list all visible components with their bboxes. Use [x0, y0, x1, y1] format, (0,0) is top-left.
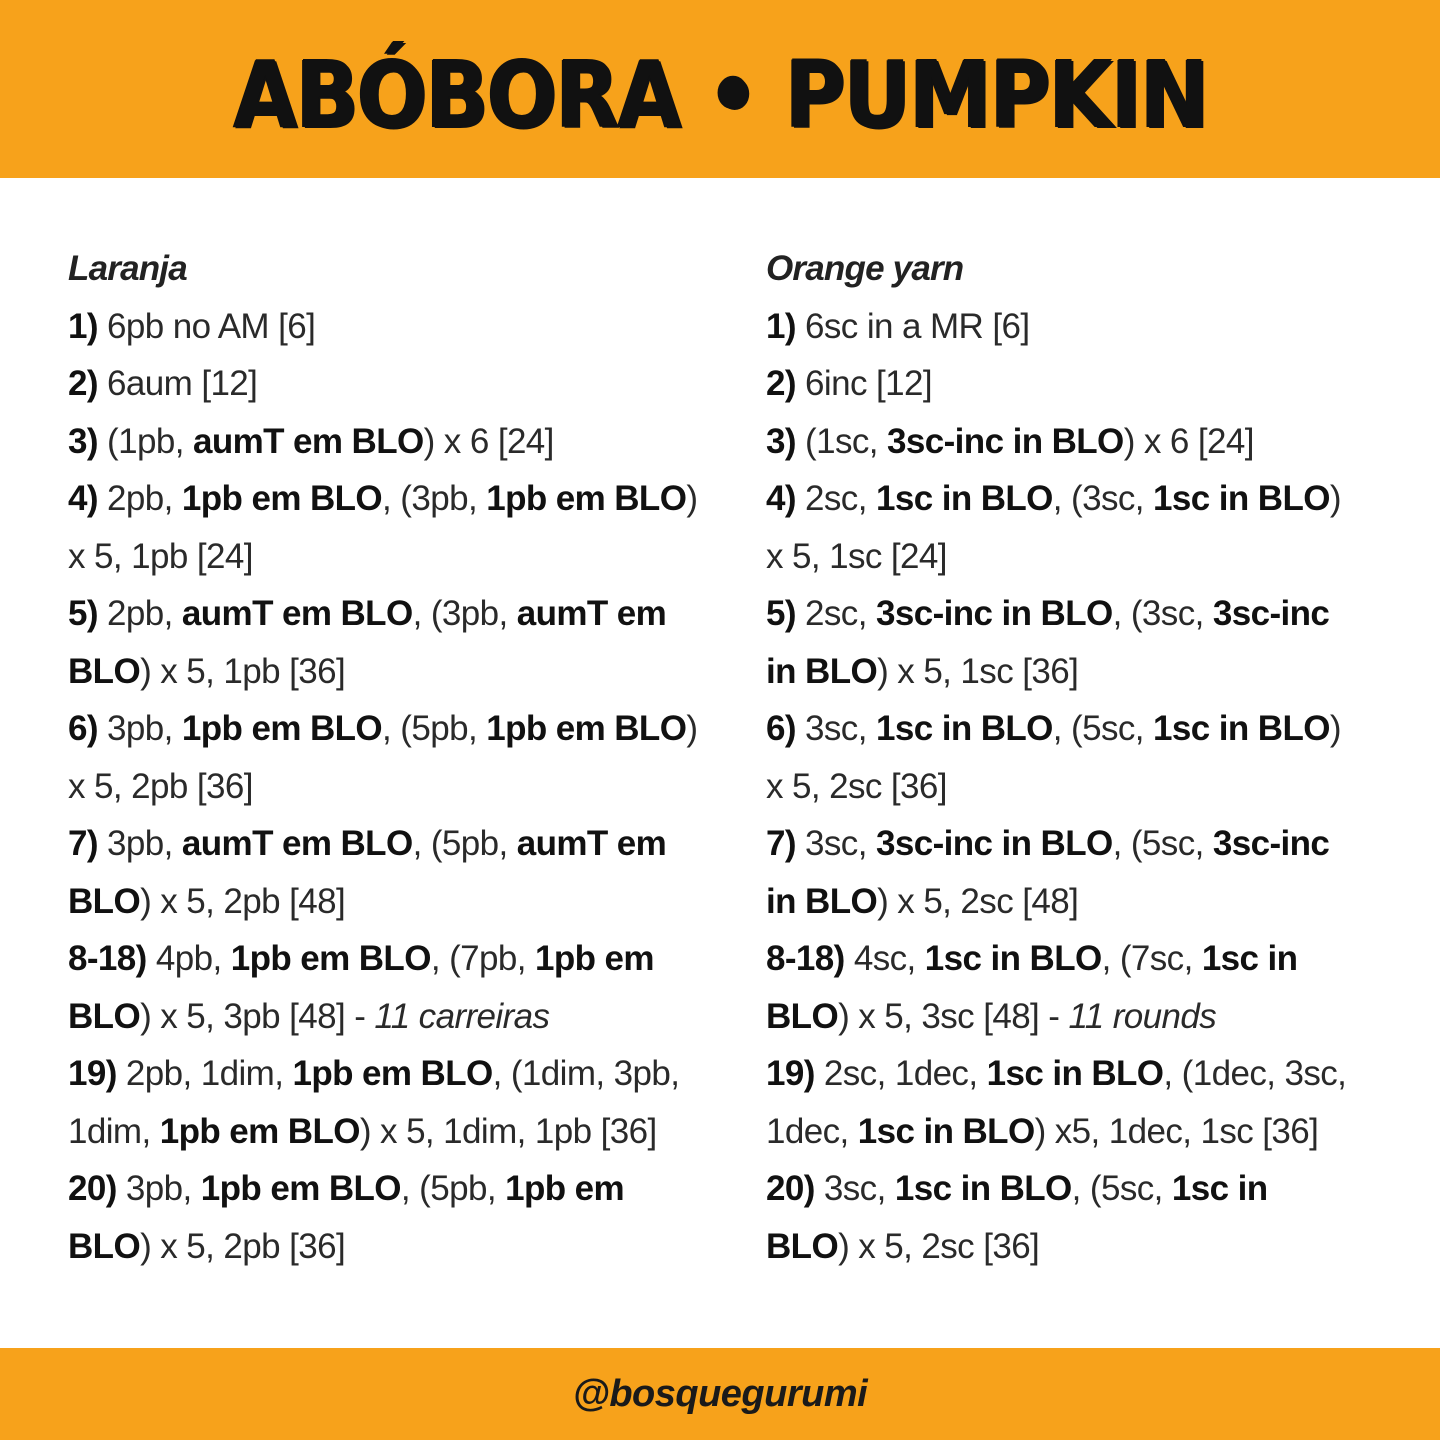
bold-segment: 1sc in BLO — [1153, 709, 1330, 748]
bold-segment: 1sc in — [1171, 1169, 1268, 1208]
text-segment: ) — [1329, 479, 1341, 518]
bold-segment: in BLO — [766, 651, 878, 691]
bold-segment: aumT em BLO — [192, 421, 424, 461]
text-segment: x 5, 2sc [36] — [766, 766, 947, 806]
bold-segment: 7) — [68, 824, 108, 863]
text-segment: , (1dim, 3pb, — [492, 1054, 680, 1093]
bold-segment: 1sc in BLO — [857, 1111, 1035, 1151]
pattern-line — [68, 1160, 748, 1218]
bold-segment: 1sc in BLO — [986, 1054, 1164, 1093]
bold-segment: 19) — [766, 1054, 824, 1093]
text-segment: 1dim, — [68, 1111, 160, 1151]
bold-segment: 1pb em BLO — [181, 709, 383, 748]
bold-segment: BLO — [68, 996, 141, 1036]
pattern-line — [68, 873, 748, 931]
text-segment: (1pb, — [107, 421, 193, 461]
column-heading: Laranja — [68, 249, 187, 288]
text-segment: ) x 5, 2sc [48] — [877, 881, 1079, 921]
pattern-line — [68, 298, 748, 356]
text-segment: x 5, 1pb [24] — [68, 536, 253, 576]
text-segment: , (3sc, — [1052, 479, 1154, 518]
text-segment: 6pb no AM [6] — [107, 306, 316, 346]
pattern-line — [766, 355, 1406, 413]
bold-segment: 20) — [766, 1169, 824, 1208]
pattern-lines — [766, 298, 1406, 1276]
bold-segment: 3sc-inc in BLO — [875, 824, 1113, 863]
text-segment: 4pb, — [155, 939, 231, 978]
pattern-line — [68, 700, 748, 758]
bold-segment: aumT em — [516, 824, 667, 863]
text-segment: 2sc, 1dec, — [823, 1054, 987, 1093]
pattern-line — [766, 988, 1406, 1046]
bold-segment: 3sc-inc — [1212, 824, 1330, 863]
text-segment: ) x 5, 3pb [48] - — [140, 996, 375, 1036]
header-band — [0, 0, 1440, 178]
bold-segment: 1sc in BLO — [875, 709, 1053, 748]
bold-segment: 2) — [766, 364, 806, 403]
bold-segment: 1pb em BLO — [230, 939, 431, 978]
text-segment: , (7pb, — [430, 939, 535, 978]
text-segment: ) x 5, 2pb [48] — [140, 881, 346, 921]
text-segment: ) x 5, 1dim, 1pb [36] — [359, 1111, 657, 1151]
bold-segment: in BLO — [766, 881, 878, 921]
bold-segment: 1pb em BLO — [486, 479, 687, 518]
bold-segment: BLO — [766, 1226, 839, 1266]
pattern-line — [766, 643, 1406, 701]
bold-segment: 2) — [68, 364, 108, 403]
text-segment: 3pb, — [107, 824, 182, 863]
english-column — [766, 240, 1406, 1275]
bold-segment: 7) — [766, 824, 806, 863]
bold-segment: 1pb em BLO — [181, 479, 383, 518]
pattern-lines — [68, 298, 748, 1276]
text-segment: , (3pb, — [412, 594, 517, 633]
text-segment: ) — [686, 479, 698, 518]
text-segment: ) x5, 1dec, 1sc [36] — [1034, 1111, 1319, 1151]
bold-segment: BLO — [766, 996, 839, 1036]
page-title: ABÓBORA • PUMPKIN — [232, 40, 1208, 148]
author-handle: @bosquegurumi — [572, 1372, 868, 1415]
bold-segment: aumT em BLO — [181, 824, 413, 863]
bold-segment: 3sc-inc in BLO — [875, 594, 1113, 633]
pattern-line — [766, 815, 1406, 873]
italic-note: 11 carreiras — [374, 996, 550, 1036]
pattern-line — [766, 700, 1406, 758]
bold-segment: 1sc in BLO — [894, 1169, 1072, 1208]
pattern-line — [68, 643, 748, 701]
pattern-line — [68, 1045, 748, 1103]
text-segment: ) x 5, 1sc [36] — [877, 651, 1079, 691]
italic-note: 11 rounds — [1068, 996, 1217, 1036]
column-heading: Orange yarn — [766, 249, 964, 288]
text-segment: ) — [686, 709, 698, 748]
text-segment: ) x 6 [24] — [1123, 421, 1254, 461]
text-segment: ) x 5, 2sc [36] — [838, 1226, 1040, 1266]
bold-segment: 1pb em — [535, 939, 654, 978]
pattern-line — [766, 873, 1406, 931]
bold-segment: 4) — [68, 479, 108, 518]
text-segment: ) x 5, 1pb [36] — [140, 651, 346, 691]
pattern-line — [766, 1045, 1406, 1103]
text-segment: ) x 6 [24] — [423, 421, 554, 461]
text-segment: , (5pb, — [400, 1169, 506, 1208]
bold-segment: 19) — [68, 1054, 126, 1093]
bold-segment: 3) — [766, 421, 806, 461]
bold-segment: aumT em — [516, 594, 667, 633]
text-segment: 6sc in a MR [6] — [805, 306, 1030, 346]
text-segment: (1sc, — [805, 421, 888, 461]
bold-segment: 5) — [766, 594, 806, 633]
pattern-line — [766, 1160, 1406, 1218]
text-segment: 4sc, — [853, 939, 925, 978]
pattern-line — [68, 1218, 748, 1276]
bold-segment: BLO — [68, 881, 141, 921]
bold-segment: 6) — [766, 709, 806, 748]
pattern-line — [68, 355, 748, 413]
bold-segment: 4) — [766, 479, 806, 518]
text-segment: 3sc, — [805, 824, 876, 863]
pattern-line — [68, 585, 748, 643]
pattern-line — [68, 528, 748, 586]
pattern-line — [68, 413, 748, 471]
bold-segment: aumT em BLO — [181, 594, 413, 633]
pattern-line — [68, 988, 748, 1046]
bold-segment: 3) — [68, 421, 108, 461]
text-segment: 2sc, — [805, 594, 876, 633]
pattern-line — [766, 1103, 1406, 1161]
bold-segment: 3sc-inc in BLO — [887, 421, 1124, 461]
bold-segment: BLO — [68, 1226, 141, 1266]
text-segment: , (5sc, — [1112, 824, 1213, 863]
bold-segment: 1sc in BLO — [875, 479, 1053, 518]
text-segment: 2pb, — [107, 594, 182, 633]
pattern-line — [766, 470, 1406, 528]
text-segment: 2sc, — [805, 479, 876, 518]
pattern-line — [766, 930, 1406, 988]
text-segment: ) x 5, 2pb [36] — [140, 1226, 346, 1266]
text-segment: , (5sc, — [1071, 1169, 1172, 1208]
text-segment: , (3sc, — [1112, 594, 1213, 633]
bold-segment: 6) — [68, 709, 108, 748]
bold-segment: 8-18) — [68, 939, 156, 978]
pattern-line — [766, 413, 1406, 471]
bold-segment: BLO — [68, 651, 141, 691]
pattern-line — [766, 298, 1406, 356]
pattern-line — [766, 585, 1406, 643]
text-segment: 6inc [12] — [805, 364, 932, 403]
pattern-line — [68, 1103, 748, 1161]
bold-segment: 8-18) — [766, 939, 854, 978]
bold-segment: 1pb em — [505, 1169, 625, 1208]
text-segment: x 5, 2pb [36] — [68, 766, 253, 806]
text-segment: x 5, 1sc [24] — [766, 536, 947, 576]
bold-segment: 1sc in BLO — [1153, 479, 1330, 518]
text-segment: , (7sc, — [1101, 939, 1202, 978]
text-segment: ) x 5, 3sc [48] - — [838, 996, 1069, 1036]
text-segment: 1dec, — [766, 1111, 858, 1151]
text-segment: , (5sc, — [1052, 709, 1154, 748]
bold-segment: 1sc in — [1201, 939, 1298, 978]
text-segment: 2pb, 1dim, — [125, 1054, 293, 1093]
pattern-line — [68, 470, 748, 528]
text-segment: 3pb, — [107, 709, 182, 748]
text-segment: ) — [1329, 709, 1341, 748]
text-segment: , (5pb, — [412, 824, 517, 863]
bold-segment: 20) — [68, 1169, 126, 1208]
portuguese-column — [68, 240, 748, 1275]
pattern-line — [766, 528, 1406, 586]
text-segment: , (3pb, — [382, 479, 487, 518]
bold-segment: 1) — [766, 306, 806, 346]
bold-segment: 1pb em BLO — [159, 1111, 360, 1151]
text-segment: 2pb, — [107, 479, 182, 518]
text-segment: 3pb, — [125, 1169, 201, 1208]
bold-segment: 1sc in BLO — [924, 939, 1102, 978]
text-segment: , (5pb, — [382, 709, 487, 748]
pattern-line — [68, 930, 748, 988]
bold-segment: 1) — [68, 306, 108, 346]
bold-segment: 5) — [68, 594, 108, 633]
text-segment: 3sc, — [805, 709, 876, 748]
bold-segment: 1pb em BLO — [486, 709, 687, 748]
text-segment: 6aum [12] — [107, 364, 258, 403]
bold-segment: 1pb em BLO — [200, 1169, 401, 1208]
pattern-line — [68, 758, 748, 816]
pattern-line — [68, 815, 748, 873]
text-segment: , (1dec, 3sc, — [1163, 1054, 1347, 1093]
bold-segment: 3sc-inc — [1212, 594, 1330, 633]
pattern-line — [766, 1218, 1406, 1276]
text-segment: 3sc, — [823, 1169, 895, 1208]
pattern-line — [766, 758, 1406, 816]
bold-segment: 1pb em BLO — [292, 1054, 493, 1093]
footer-band — [0, 1348, 1440, 1440]
